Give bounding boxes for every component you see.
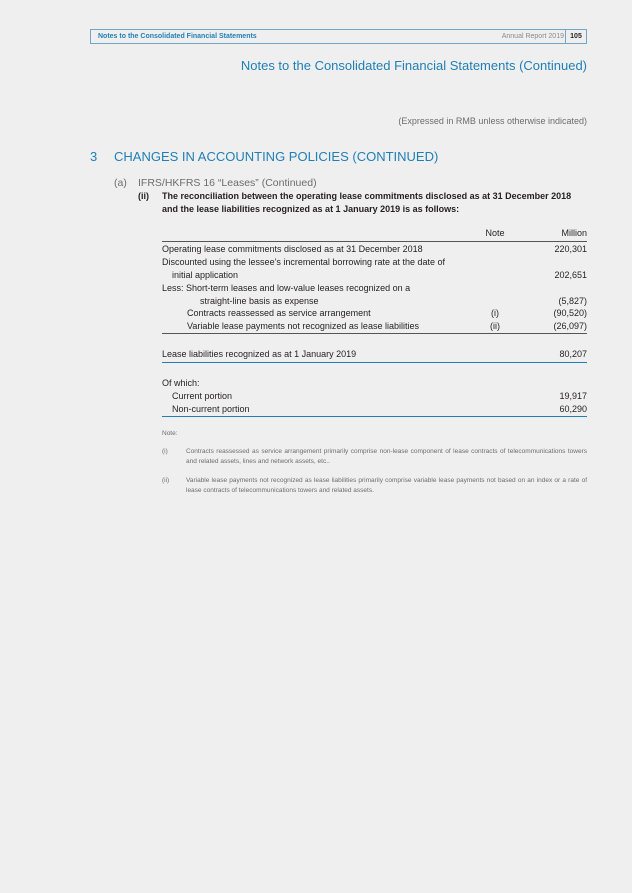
total-rule bbox=[162, 362, 587, 363]
page-title: Notes to the Consolidated Financial Statements (Continued) bbox=[240, 58, 587, 73]
row-desc: straight-line basis as expense bbox=[200, 296, 319, 306]
row-value: (90,520) bbox=[553, 308, 587, 318]
table-row bbox=[162, 320, 587, 333]
row-value: 220,301 bbox=[554, 244, 587, 254]
table-row bbox=[162, 390, 587, 403]
row-note: (ii) bbox=[490, 321, 500, 331]
table-row-total bbox=[162, 348, 587, 361]
currency-note: (Expressed in RMB unless otherwise indicated) bbox=[398, 116, 587, 126]
section-heading bbox=[90, 149, 438, 164]
note-key: (i) bbox=[162, 448, 168, 455]
note-item bbox=[162, 476, 587, 496]
table-row bbox=[162, 243, 587, 256]
row-value: (26,097) bbox=[553, 321, 587, 331]
row-value: (5,827) bbox=[558, 296, 587, 306]
row-value: 202,651 bbox=[554, 270, 587, 280]
subsection-label: (a) bbox=[114, 177, 127, 189]
row-value: 60,290 bbox=[559, 404, 587, 414]
row-desc: initial application bbox=[172, 270, 239, 280]
item-text: The reconciliation between the operating lease commitments disclosed as at 31 December 2018 and the lease liabilities recognized as at 1 January 2019 is as follows: bbox=[162, 191, 572, 214]
col-value-header: Million bbox=[561, 228, 587, 238]
row-desc: Of which: bbox=[162, 378, 200, 388]
page-number: 105 bbox=[565, 30, 586, 43]
row-desc: Non-current portion bbox=[172, 404, 250, 414]
row-desc: Lease liabilities recognized as at 1 January 2019 bbox=[162, 349, 357, 359]
subsection-heading bbox=[114, 177, 317, 189]
table-row bbox=[162, 377, 587, 390]
subtotal-rule bbox=[162, 333, 587, 334]
section-title: CHANGES IN ACCOUNTING POLICIES (CONTINUED) bbox=[114, 149, 439, 164]
row-desc: Variable lease payments not recognized as lease liabilities bbox=[187, 321, 419, 331]
note-text: Contracts reassessed as service arrangement primarily comprise non-lease component of lease contracts of telecommunications towers and related assets, lines and network assets, etc.. bbox=[186, 448, 587, 465]
running-header bbox=[90, 29, 587, 44]
subsection-title: IFRS/HKFRS 16 “Leases” (Continued) bbox=[138, 177, 317, 189]
note-text: Variable lease payments not recognized as lease liabilities primarily comprise variable lease payments not based on an index or a rate of lease contracts of telecommunications towers and related assets. bbox=[186, 477, 587, 494]
row-value: 80,207 bbox=[559, 349, 587, 359]
col-note-header: Note bbox=[485, 228, 505, 238]
row-note: (i) bbox=[491, 308, 499, 318]
table-row bbox=[162, 256, 587, 269]
notes-label: Note: bbox=[162, 430, 178, 437]
row-desc: Contracts reassessed as service arrangement bbox=[187, 308, 371, 318]
header-section-title: Notes to the Consolidated Financial Statements bbox=[98, 33, 257, 40]
item-heading bbox=[138, 190, 587, 216]
row-desc: Discounted using the lessee’s incremental borrowing rate at the date of bbox=[162, 257, 445, 267]
row-desc: Operating lease commitments disclosed as at 31 December 2018 bbox=[162, 244, 423, 254]
table-header-row bbox=[162, 227, 587, 240]
table-row bbox=[162, 269, 587, 282]
note-key: (ii) bbox=[162, 477, 170, 484]
table-row bbox=[162, 282, 587, 295]
section-number: 3 bbox=[90, 149, 98, 164]
table-row bbox=[162, 403, 587, 416]
row-desc: Current portion bbox=[172, 391, 233, 401]
item-label: (ii) bbox=[138, 191, 149, 201]
header-report-name: Annual Report 2019 bbox=[501, 33, 564, 40]
table-row bbox=[162, 307, 587, 320]
note-item bbox=[162, 447, 587, 467]
row-value: 19,917 bbox=[559, 391, 587, 401]
table-header-rule bbox=[162, 241, 587, 242]
row-desc: Less: Short-term leases and low-value leases recognized on a bbox=[162, 283, 411, 293]
breakdown-rule bbox=[162, 416, 587, 417]
